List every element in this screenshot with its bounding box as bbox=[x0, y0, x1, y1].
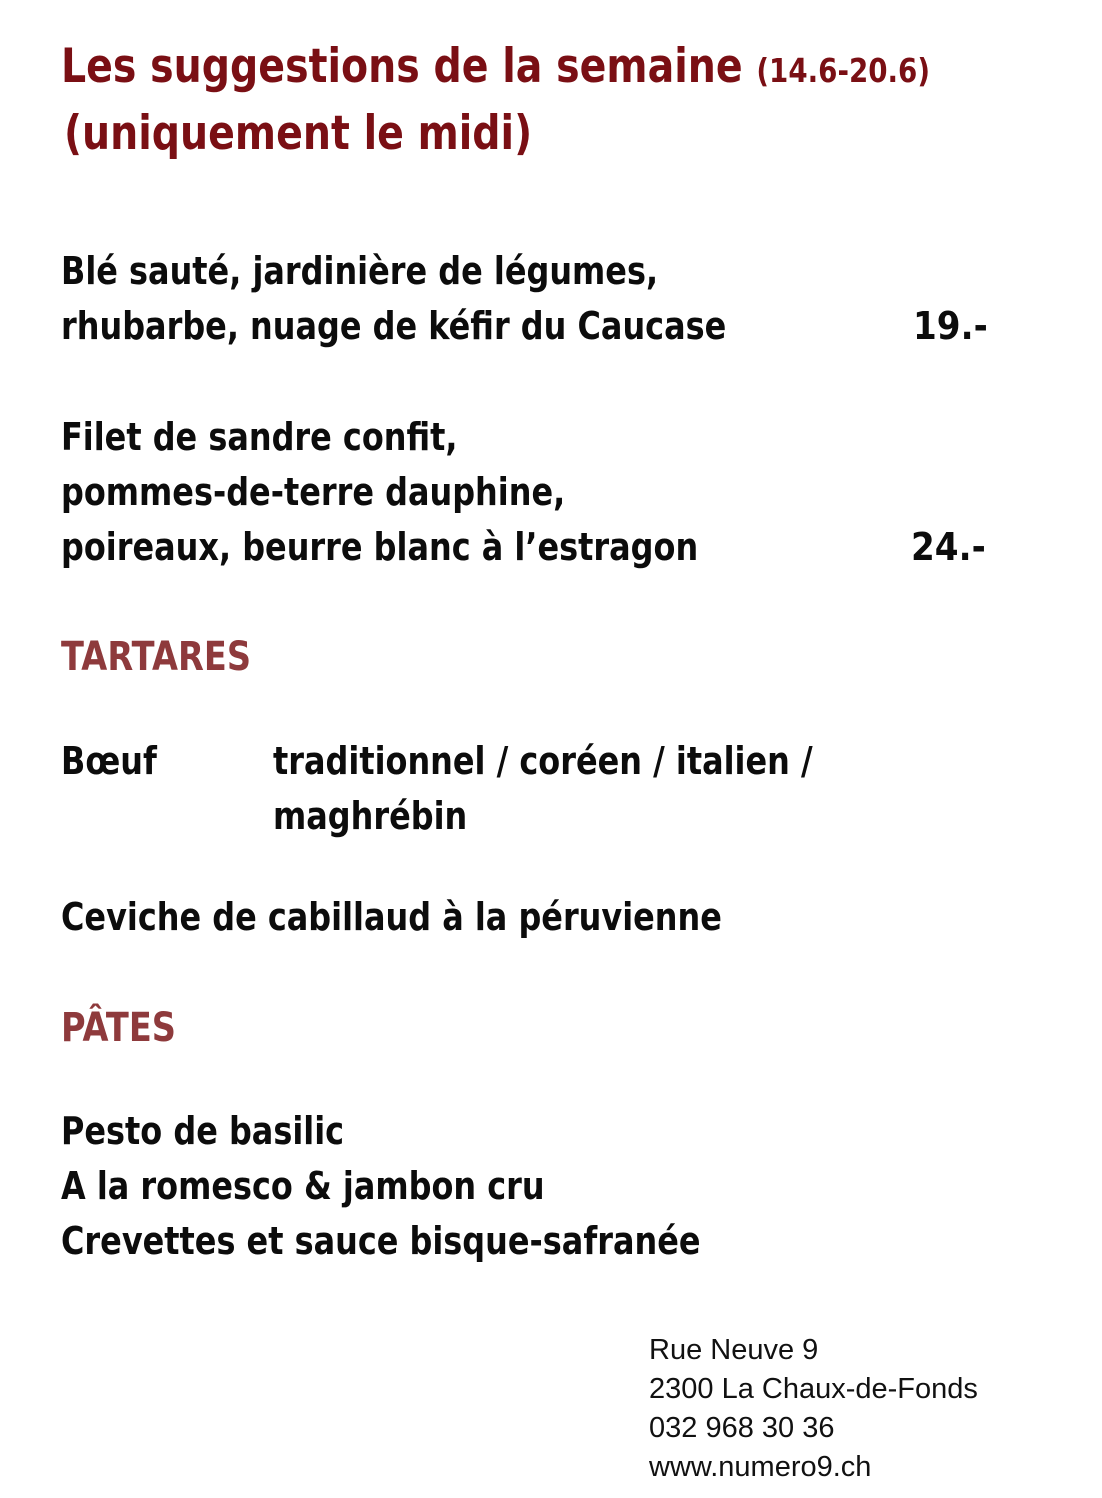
dish-2-line-3: poireaux, beurre blanc à l’estragon bbox=[61, 525, 699, 569]
boeuf-options-line-2: maghrébin bbox=[273, 794, 468, 838]
pates-item-3: Crevettes et sauce bisque-safranée bbox=[61, 1219, 701, 1263]
section-heading-tartares: TARTARES bbox=[61, 634, 252, 680]
dish-2-price: 24.- bbox=[911, 525, 986, 569]
dish-1-price: 19.- bbox=[913, 304, 988, 348]
dish-1-line-2: rhubarbe, nuage de kéfir du Caucase bbox=[61, 304, 727, 348]
pates-list bbox=[61, 1104, 701, 1269]
address-block bbox=[649, 1331, 978, 1487]
address-phone: 032 968 30 36 bbox=[649, 1412, 835, 1444]
page-title bbox=[61, 36, 930, 102]
dish-2-line-1: Filet de sandre confit, bbox=[61, 415, 458, 459]
boeuf-options-line-1: traditionnel / coréen / italien / bbox=[273, 739, 813, 783]
dish-2-line-2: pommes-de-terre dauphine, bbox=[61, 470, 566, 514]
dish-1 bbox=[61, 244, 726, 354]
pates-item-1: Pesto de basilic bbox=[61, 1109, 345, 1153]
section-heading-pates: PÂTES bbox=[61, 1005, 177, 1051]
address-street: Rue Neuve 9 bbox=[649, 1334, 819, 1366]
page-subtitle: (uniquement le midi) bbox=[64, 106, 533, 161]
pates-item-2: A la romesco & jambon cru bbox=[61, 1164, 545, 1208]
dish-2 bbox=[61, 410, 698, 575]
tartare-boeuf-label: Bœuf bbox=[61, 739, 157, 783]
tartare-ceviche: Ceviche de cabillaud à la péruvienne bbox=[61, 895, 722, 939]
title-dates: (14.6-20.6) bbox=[756, 51, 931, 90]
address-website: www.numero9.ch bbox=[649, 1451, 872, 1483]
title-main: Les suggestions de la semaine bbox=[61, 39, 743, 94]
address-city: 2300 La Chaux-de-Fonds bbox=[649, 1373, 978, 1405]
tartare-boeuf-options bbox=[273, 734, 813, 844]
dish-1-line-1: Blé sauté, jardinière de légumes, bbox=[61, 249, 659, 293]
